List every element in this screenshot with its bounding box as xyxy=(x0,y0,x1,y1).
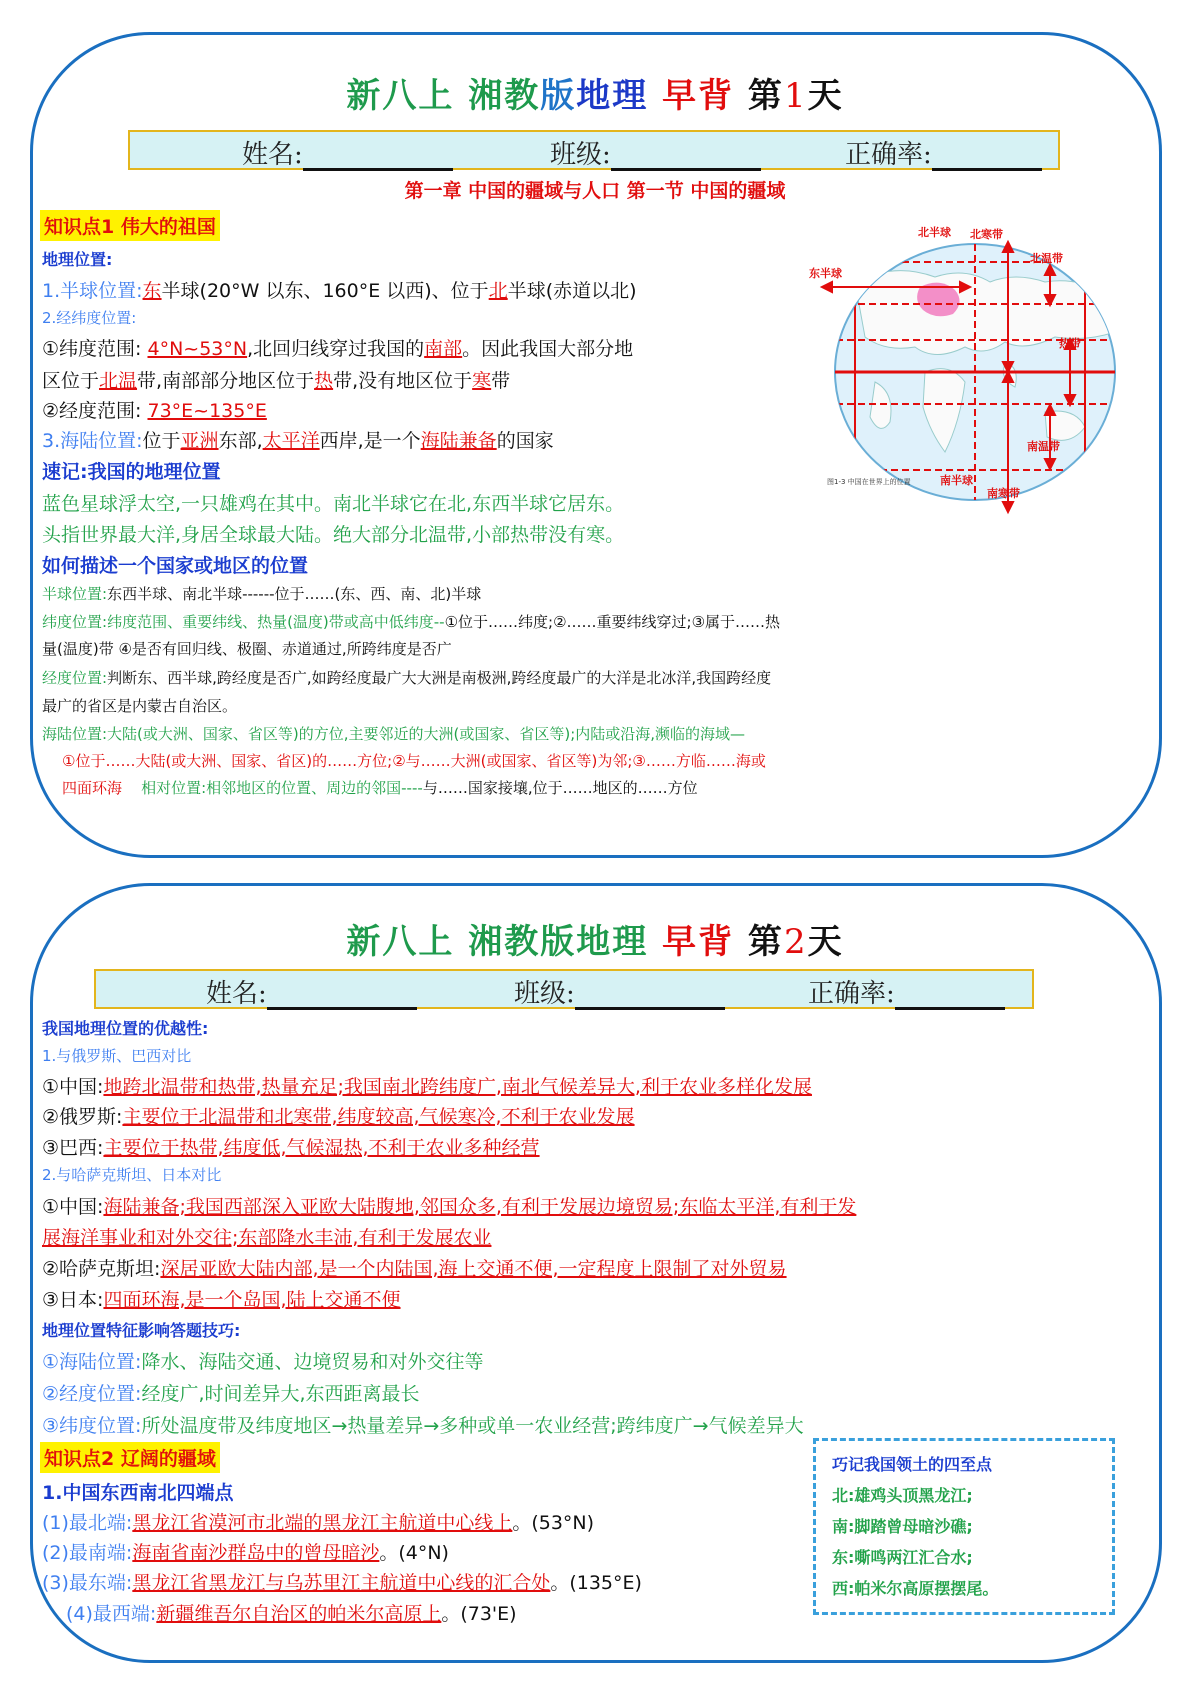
map-label-south-temperate: 南温带 xyxy=(1027,440,1060,453)
latlon-heading: 2.经纬度位置: xyxy=(42,309,137,327)
zone-line: 区位于北温带,南部部分地区位于热带,没有地区位于寒带 xyxy=(42,370,511,392)
technique-sea-land: ①海陆位置:降水、海陆交通、边境贸易和对外交往等 xyxy=(42,1351,484,1373)
knowledge-point-1: 知识点1 伟大的祖国 xyxy=(40,210,220,241)
memo-line-1: 蓝色星球浮太空,一只雄鸡在其中。南北半球它在北,东西半球它居东。 xyxy=(42,493,625,515)
compare-china-2-cont: 展海洋事业和对外交往;东部降水丰沛,有利于发展农业 xyxy=(42,1227,492,1249)
day2-name-bar xyxy=(94,969,1034,1009)
advantage-title: 我国地理位置的优越性: xyxy=(42,1019,209,1038)
how-longitude: 经度位置:判断东、西半球,跨经度是否广,如跨经度最广大大洲是南极洲,跨经度最广的大洋是北冰洋,我国跨经度 xyxy=(42,669,772,687)
how-latitude-2: 量(温度)带 ④是否有回归线、极圈、赤道通过,所跨纬度是否广 xyxy=(42,640,452,658)
technique-longitude: ②经度位置:经度广,时间差异大,东西距离最长 xyxy=(42,1383,420,1405)
compare-japan: ③日本:四面环海,是一个岛国,陆上交通不便 xyxy=(42,1289,401,1311)
extremity-north: (1)最北端:黑龙江省漠河市北端的黑龙江主航道中心线上。(53°N) xyxy=(42,1512,595,1534)
map-label-tropical: 热带 xyxy=(1059,337,1081,350)
extremities-title: 1.中国东西南北四端点 xyxy=(42,1482,234,1504)
how-sea-land-2: ①位于……大陆(或大洲、国家、省区)的……方位;②与……大洲(或国家、省区等)为邻;③……方临……海或 xyxy=(62,752,766,770)
rate-field[interactable]: 正确率: xyxy=(845,134,1042,171)
class-field-2[interactable]: 班级: xyxy=(514,973,725,1010)
geo-position-heading: 地理位置: xyxy=(42,250,113,269)
how-latitude: 纬度位置:纬度范围、重要纬线、热量(温度)带或高中低纬度--①位于……纬度;②……重要纬线穿过;③属于……热 xyxy=(42,613,781,631)
map-label-east-hemisphere: 东半球 xyxy=(809,267,842,280)
compare-china-2: ①中国:海陆兼备;我国西部深入亚欧大陆腹地,邻国众多,有利于发展边境贸易;东临太平洋,有利于发 xyxy=(42,1196,857,1218)
map-label-north-frigid: 北寒带 xyxy=(970,228,1003,241)
extremity-west: (4)最西端:新疆维吾尔自治区的帕米尔高原上。(73'E) xyxy=(66,1603,517,1625)
mnemonic-west: 西:帕米尔高原摆摆尾。 xyxy=(832,1579,999,1598)
sea-land-line: 3.海陆位置:位于亚洲东部,太平洋西岸,是一个海陆兼备的国家 xyxy=(42,430,554,452)
lon-range-line: ②经度范围: 73°E~135°E xyxy=(42,400,267,422)
how-sea-land: 海陆位置:大陆(或大洲、国家、省区等)的方位,主要邻近的大洲(或国家、省区等);内陆或沿海,濒临的海域— xyxy=(42,725,746,743)
knowledge-point-2: 知识点2 辽阔的疆域 xyxy=(40,1442,220,1473)
how-relative: 四面环海 相对位置:相邻地区的位置、周边的邻国----与……国家接壤,位于……地区的……方位 xyxy=(62,779,698,797)
how-title: 如何描述一个国家或地区的位置 xyxy=(42,555,309,577)
map-label-north-temperate: 北温带 xyxy=(1030,252,1063,265)
class-field[interactable]: 班级: xyxy=(550,134,761,171)
map-caption: 图1-3 中国在世界上的位置 xyxy=(827,478,911,486)
rate-field-2[interactable]: 正确率: xyxy=(808,973,1005,1010)
memo-title: 速记:我国的地理位置 xyxy=(42,461,221,483)
technique-title: 地理位置特征影响答题技巧: xyxy=(42,1321,241,1340)
hemisphere-line: 1.半球位置:东半球(20°W 以东、160°E 以西)、位于北半球(赤道以北) xyxy=(42,280,637,302)
extremity-south: (2)最南端:海南省南沙群岛中的曾母暗沙。(4°N) xyxy=(42,1542,449,1564)
mnemonic-north: 北:雄鸡头顶黑龙江; xyxy=(832,1486,973,1505)
technique-latitude: ③纬度位置:所处温度带及纬度地区→热量差异→多种或单一农业经营;跨纬度广→气候差异大 xyxy=(42,1415,804,1437)
name-field[interactable]: 姓名: xyxy=(242,134,453,171)
mnemonic-title: 巧记我国领土的四至点 xyxy=(832,1455,993,1474)
mnemonic-south: 南:脚踏曾母暗沙礁; xyxy=(832,1517,973,1536)
memo-line-2: 头指世界最大洋,身居全球最大陆。绝大部分北温带,小部热带没有寒。 xyxy=(42,524,625,546)
compare-1-heading: 1.与俄罗斯、巴西对比 xyxy=(42,1047,192,1065)
chapter-title: 第一章 中国的疆域与人口 第一节 中国的疆域 xyxy=(404,180,786,202)
map-label-north-hemisphere: 北半球 xyxy=(918,226,951,239)
compare-kazakhstan: ②哈萨克斯坦:深居亚欧大陆内部,是一个内陆国,海上交通不便,一定程度上限制了对外贸易 xyxy=(42,1258,787,1280)
day1-name-bar xyxy=(128,130,1060,170)
name-field-2[interactable]: 姓名: xyxy=(206,973,417,1010)
compare-russia: ②俄罗斯:主要位于北温带和北寒带,纬度较高,气候寒冷,不利于农业发展 xyxy=(42,1106,635,1128)
day1-title: 新八上 湘教版地理 早背 第1天 xyxy=(346,76,844,116)
mnemonic-east: 东:嘶鸣两江汇合水; xyxy=(832,1548,973,1567)
map-label-south-frigid: 南寒带 xyxy=(987,487,1020,500)
compare-2-heading: 2.与哈萨克斯坦、日本对比 xyxy=(42,1166,222,1184)
lat-range-line: ①纬度范围: 4°N~53°N,北回归线穿过我国的南部。因此我国大部分地 xyxy=(42,338,634,360)
how-longitude-2: 最广的省区是内蒙古自治区。 xyxy=(42,697,238,715)
day2-title: 新八上 湘教版地理 早背 第2天 xyxy=(346,922,844,962)
extremity-east: (3)最东端:黑龙江省黑龙江与乌苏里江主航道中心线的汇合处。(135°E) xyxy=(42,1572,642,1594)
world-position-map xyxy=(809,222,1145,551)
compare-brazil: ③巴西:主要位于热带,纬度低,气候湿热,不利于农业多种经营 xyxy=(42,1137,540,1159)
map-label-south-hemisphere: 南半球 xyxy=(940,474,973,487)
compare-china-1: ①中国:地跨北温带和热带,热量充足;我国南北跨纬度广,南北气候差异大,利于农业多样化发展 xyxy=(42,1076,812,1098)
how-hemisphere: 半球位置:东西半球、南北半球------位于……(东、西、南、北)半球 xyxy=(42,585,482,603)
